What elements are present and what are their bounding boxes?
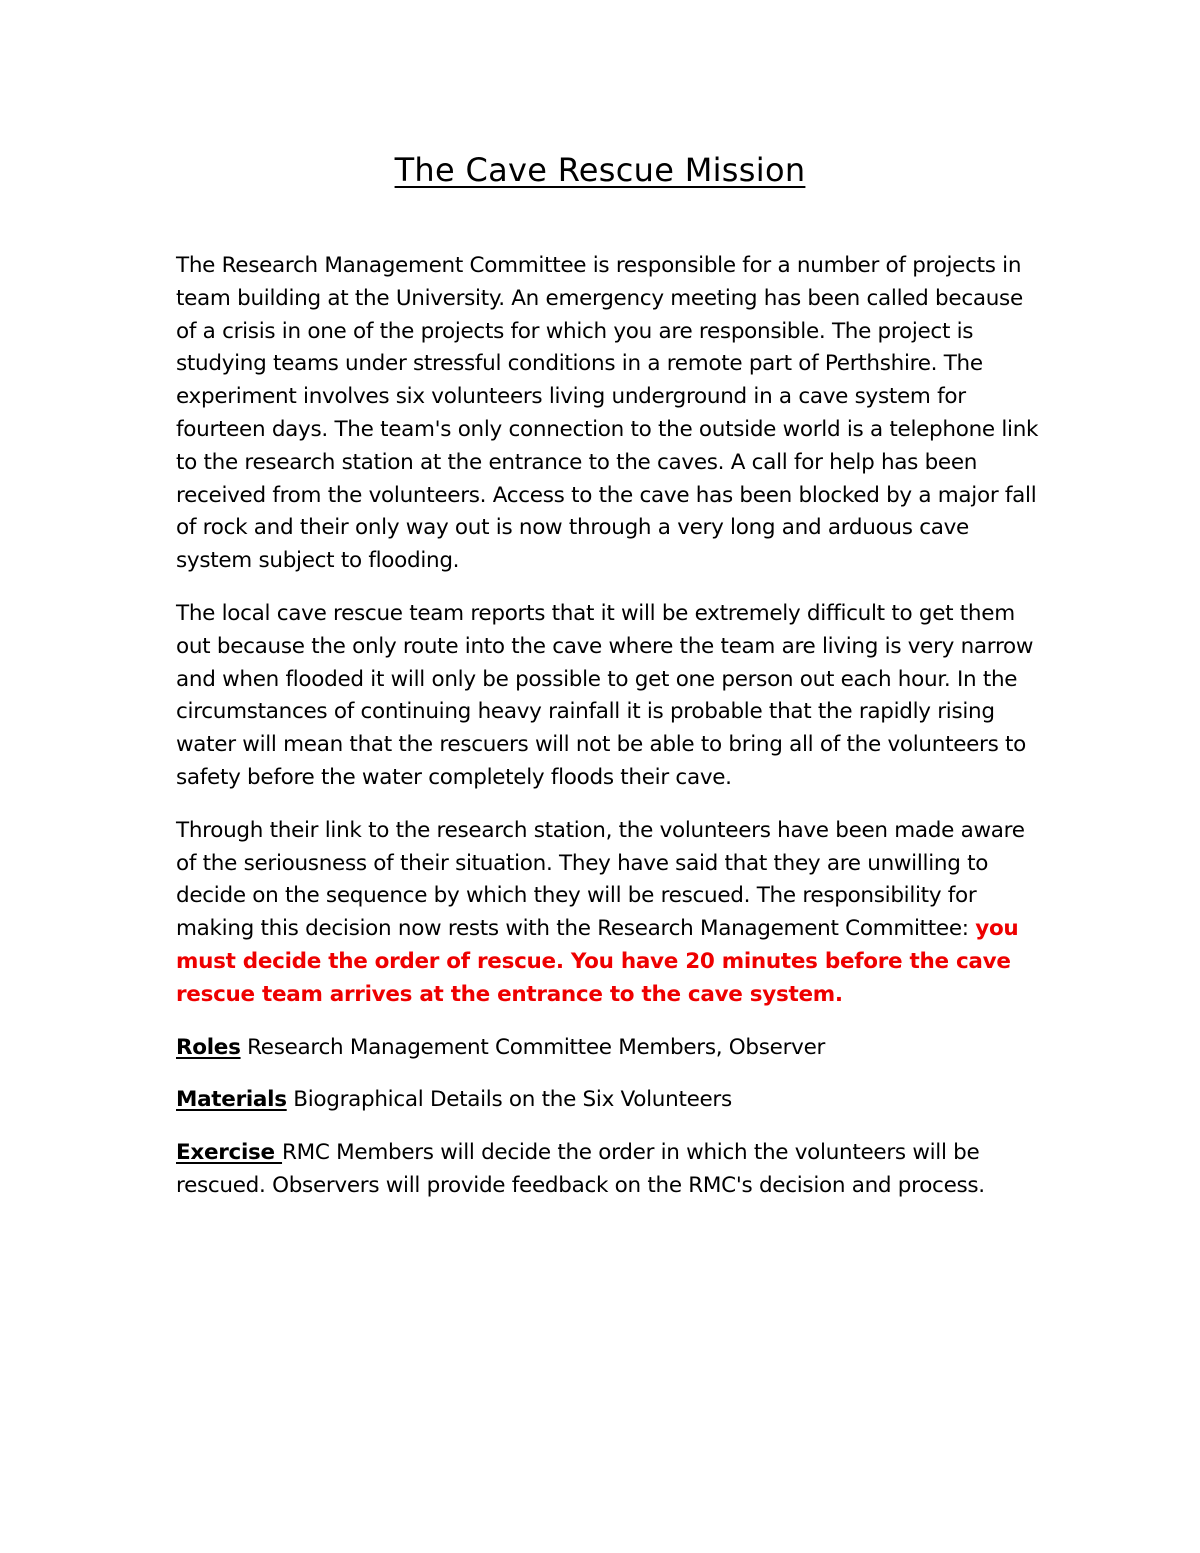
exercise-text: RMC Members will decide the order in which the volunteers will be rescued. Observers will provide feedback on the RMC's decision and process. [176, 1140, 985, 1198]
materials-label: Materials [176, 1087, 287, 1113]
exercise-label: Exercise [176, 1140, 283, 1166]
roles-label: Roles [176, 1034, 241, 1060]
materials-text: Biographical Details on the Six Volunteers [286, 1087, 732, 1113]
decision-instruction: you must decide the order of rescue. You have 20 minutes before the cave rescue team arrives at the entrance to the cave system. [176, 916, 1019, 1007]
document-title: The Cave Rescue Mission [394, 151, 806, 189]
materials-line [176, 1084, 1046, 1117]
roles-text: Research Management Committee Members, Observer [240, 1034, 826, 1060]
roles-line [176, 1032, 1046, 1065]
decision-intro-text: Through their link to the research station, the volunteers have been made aware of the seriousness of their situation. They have said that they are unwilling to decide on the sequence by which they will be rescued. The responsibility for making this decision now rests with the Research Management Committee: [176, 817, 1025, 942]
paragraph-decision [176, 815, 1046, 1012]
paragraph-rescue-report: The local cave rescue team reports that it will be extremely difficult to get them out because the only route into the cave where the team are living is very narrow and when flooded it will only be possible to get one person out each hour. In the circumstances of continuing heavy rainfall it is probable that the rapidly rising water will mean that the rescuers will not be able to bring all of the volunteers to safety before the water completely floods their cave. [176, 600, 1034, 790]
paragraph-scenario: The Research Management Committee is responsible for a number of projects in team building at the University. An emergency meeting has been called because of a crisis in one of the projects for which you are responsible. The project is studying teams under stressful conditions in a remote part of Perthshire. The experiment involves six volunteers living underground in a cave system for fourteen days. The team's only connection to the outside world is a telephone link to the research station at the entrance to the caves. A call for help has been received from the volunteers. Access to the cave has been blocked by a major fall of rock and their only way out is now through a very long and arduous cave system subject to flooding. [176, 253, 1039, 574]
document-body [176, 250, 1046, 1223]
exercise-line [176, 1137, 1046, 1203]
